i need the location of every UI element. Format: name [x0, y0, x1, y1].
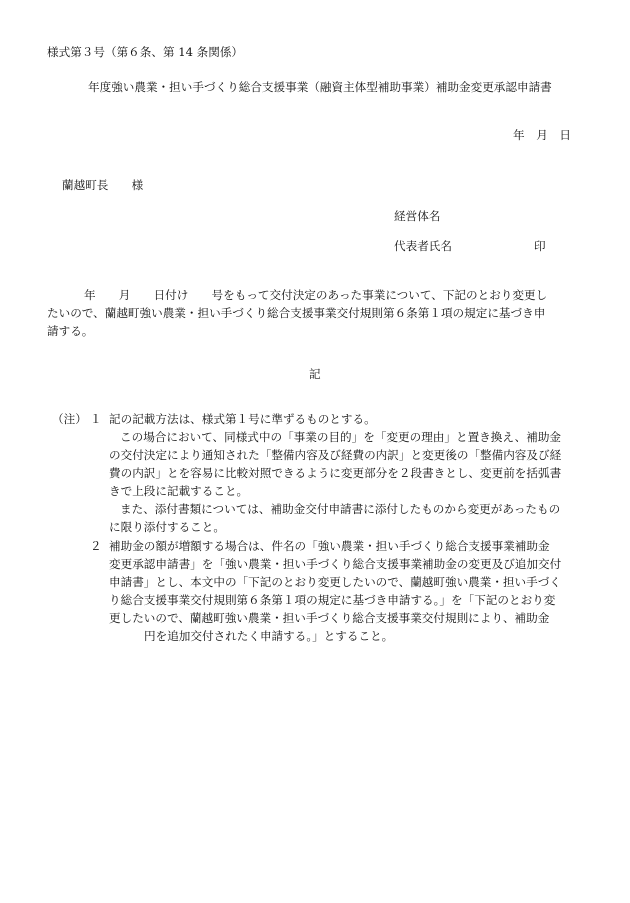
ki-heading: 記 — [309, 367, 321, 381]
notes-prefix: （注） — [52, 412, 87, 426]
note-2-line: 補助金の額が増額する場合は、件名の「強い農業・担い手づくり総合支援事業補助金 — [109, 539, 550, 553]
note-2-number: ２ — [90, 539, 102, 553]
note-1-line: また、添付書類については、補助金交付申請書に添付したものから変更があったもの — [120, 502, 561, 516]
note-2-line: 変更承認申請書」を「強い農業・担い手づくり総合支援事業補助金の変更及び追加交付 — [109, 557, 562, 571]
form-number: 様式第３号（第６条、第 14 条関係） — [47, 45, 244, 59]
body-line: たいので、蘭越町強い農業・担い手づくり総合支援事業交付規則第６条第１項の規定に基づき申 — [47, 306, 546, 320]
addressee: 蘭越町長 様 — [62, 178, 144, 192]
note-1-line: に限り添付すること。 — [109, 520, 225, 534]
note-1-number: １ — [90, 412, 102, 426]
date-line: 年 月 日 — [513, 128, 571, 142]
note-2-line: 円を追加交付されたく申請する。」とすること。 — [144, 629, 394, 643]
note-2-line: 更したいので、蘭越町強い農業・担い手づくり総合支援事業交付規則により、補助金 — [109, 611, 550, 625]
note-1-line: 記の記載方法は、様式第１号に準ずるものとする。 — [109, 412, 376, 426]
note-2-line: り総合支援事業交付規則第６条第１項の規定に基づき申請する。」を「下記のとおり変 — [109, 593, 556, 607]
body-line: 年 月 日付け 号をもって交付決定のあった事業について、下記のとおり変更し — [84, 288, 548, 302]
representative-line — [394, 238, 546, 254]
note-1-line: この場合において、同様式中の「事業の目的」を「変更の理由」と置き換え、補助金 — [120, 430, 562, 444]
note-1-line: の交付決定により通知された「整備内容及び経費の内訳」と変更後の「整備内容及び経 — [109, 448, 562, 462]
seal-mark: 印 — [533, 239, 546, 253]
note-2-line: 申請書」とし、本文中の「下記のとおり変更したいので、蘭越町強い農業・担い手づく — [109, 575, 561, 589]
entity-name-label: 経営体名 — [394, 209, 441, 223]
document-title: 年度強い農業・担い手づくり総合支援事業（融資主体型補助事業）補助金変更承認申請書 — [88, 80, 552, 94]
note-1-line: 費の内訳」とを容易に比較対照できるように変更部分を２段書きとし、変更前を括弧書 — [109, 466, 562, 480]
body-line: 請する。 — [47, 324, 94, 338]
note-1-line: きで上段に記載すること。 — [109, 484, 249, 498]
representative-label: 代表者氏名 — [394, 239, 452, 253]
